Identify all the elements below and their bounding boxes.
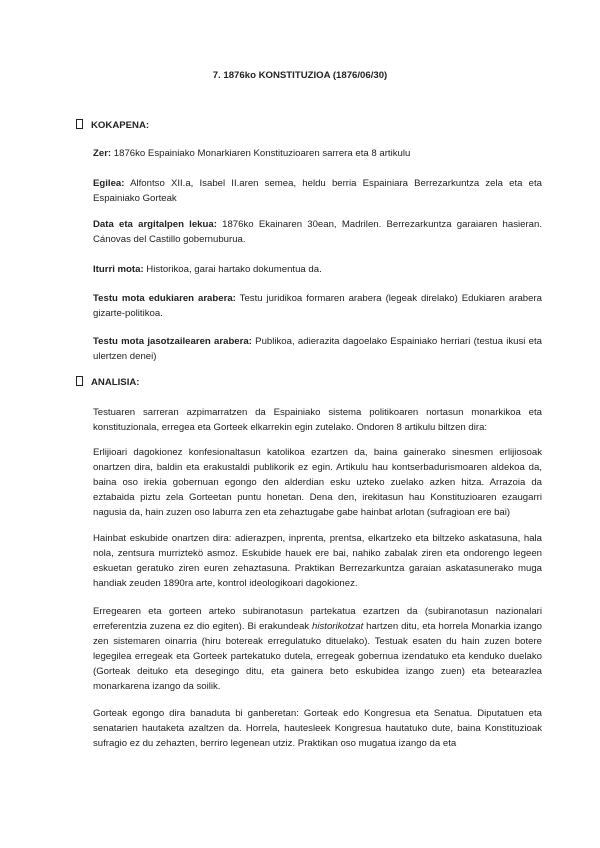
field-label: Zer:: [93, 148, 112, 159]
italic-term: historikotzat: [312, 621, 364, 632]
paragraph-data: [93, 217, 542, 247]
section-heading-label: ANALISIA:: [91, 377, 140, 388]
field-value: Testu juridikoa formaren arabera (legeak direlako) Edukiaren arabera gizarte-politikoa.: [93, 293, 542, 319]
field-label: Data eta argitalpen lekua:: [93, 219, 217, 230]
field-label: Testu mota jasotzailearen arabera:: [93, 336, 252, 347]
section-heading-analisia: [76, 376, 140, 388]
field-label: Egilea:: [93, 178, 125, 189]
paragraph-text: Erregearen eta gorteen arteko subiranotasun partekatua ezartzen da (subiranotasun nazionalari erreferentzia zuzena ez dio egiten). Bi erakundeak: [93, 606, 542, 632]
field-value: 1876ko Espainiako Monarkiaren Konstituzioaren sarrera eta 8 artikulu: [111, 148, 411, 159]
paragraph-edukia: [93, 291, 542, 321]
section-heading-label: KOKAPENA:: [91, 120, 150, 131]
bullet-box-icon: [76, 376, 83, 386]
paragraph-analisia-3: Hainbat eskubide onartzen dira: adierazpen, inprenta, prentsa, elkartzeko eta biltzeko askatasuna, hala nola, zentsura murriztekö asmoz. Eskubide hauek ere bai, nahiko zabalak ziren eta ondorengo legeen eskuetan geratuko ziren euren zehaztasuna. Praktikan Berrezarkuntza garaian askatasunerako muga handiak zeuden 1890ra arte, kontrol ideologikoari dagokionez.: [93, 533, 542, 589]
field-value: Publikoa, adierazita dagoelako Espainiako herriari (testua ikusi eta ulertzen denei): [93, 336, 542, 362]
field-value: 1876ko Ekainaren 30ean, Madrilen. Berrezarkuntza garaiaren hasieran. Cánovas del Castillo gobernuburua.: [93, 219, 542, 245]
field-value: Historikoa, garai hartako dokumentua da.: [143, 264, 322, 275]
document-title: 7. 1876ko KONSTITUZIOA (1876/06/30): [212, 70, 388, 81]
paragraph-analisia-4: [93, 604, 542, 694]
paragraph-text: hartzen ditu, eta horrela Monarkia izango zen sistemaren oinarria (hiru botereak erregulatuko dituelako). Testuak esaten du hain zuzen botere legegilea erregeak eta Gorteek partekatuko dutela, erregeak gobernua izendatuko eta kenduko duelako (Gorteak deituko eta desegingo ditu, eta gainera beto eskubidea izango zuen) eta betearazlea monarkarena izango da soilik.: [93, 621, 542, 692]
paragraph-analisia-2: Erlijioari dagokionez konfesionaltasun katolikoa ezartzen da, baina gainerako sinesmen erlijiosoak onartzen dira, baldin eta erakustaldi publikorik ez egin. Artikulu hau kontserbadurismoaren aldekoa da, baina oso irekia gobernuan egongo den alderdian esku uzteko zuelako azken hitza. Arrazoia da eztabaida piztu zela Gorteetan puntu honetan. Dena den, irekitasun hau Konstituzioaren ezaugarri nagusia da, hain zuzen oso laburra zen eta zehaztugabe gabe hainbat arlotan (sufragioan ere bai): [93, 447, 542, 518]
paragraph-analisia-5: Gorteak egongo dira banaduta bi ganberetan: Gorteak edo Kongresua eta Senatua. Diputatuen eta senatarien hautaketa azaltzen da. Horrela, hautesleek Kongresua hautatuko dute, baina Konstituzioak sufragio ez du zehazten, berriro legenean utziz. Praktikan oso mugatua izango da eta: [93, 708, 542, 749]
paragraph-zer: [93, 146, 542, 161]
paragraph-jasotzailea: [93, 334, 542, 364]
paragraph-egilea: [93, 176, 542, 206]
paragraph-iturri-mota: [93, 262, 542, 277]
field-label: Iturri mota:: [93, 264, 144, 275]
field-value: Alfontso XII.a, Isabel II.aren semea, heldu berria Espainiara Berrezarkuntza zela eta eta Espainiako Gorteak: [93, 178, 542, 204]
section-heading-kokapena: [76, 119, 149, 131]
bullet-box-icon: [76, 119, 83, 129]
field-label: Testu mota edukiaren arabera:: [93, 293, 236, 304]
paragraph-analisia-1: Testuaren sarreran azpimarratzen da Espainiako sistema politikoaren nortasun monarkikoa eta konstituzionala, erregea eta Gorteek elkarrekin egin zutelako. Ondoren 8 artikulu biltzen dira:: [93, 407, 542, 433]
